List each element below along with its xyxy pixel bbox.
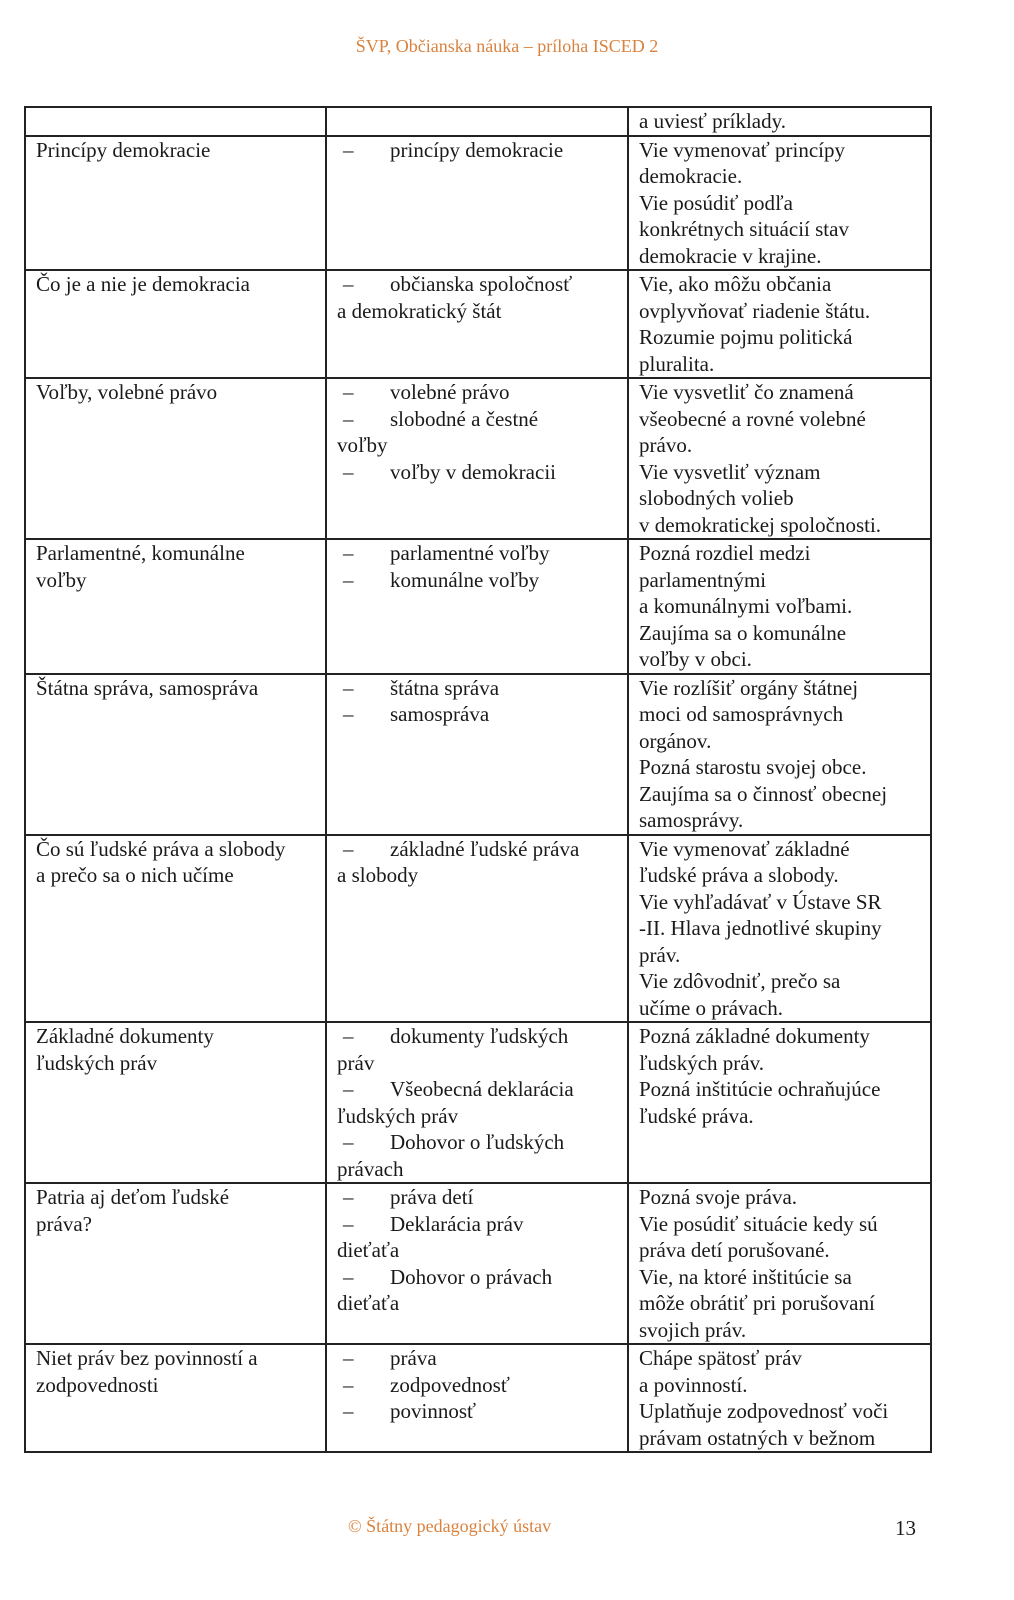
outcome-line: Pozná starostu svojej obce.	[639, 755, 867, 779]
outcome-line: Pozná inštitúcie ochraňujúce	[639, 1077, 881, 1101]
outcome-line: Uplatňuje zodpovednosť voči	[639, 1399, 889, 1423]
outcome-line: Vie vysvetliť význam	[639, 459, 821, 484]
content-item	[337, 675, 619, 702]
content-cell	[326, 378, 628, 539]
outcome-line: a komunálnymi voľbami.	[639, 594, 853, 618]
outcome-line: Pozná svoje práva.	[639, 1185, 798, 1209]
topic-line: Čo je a nie je demokracia	[36, 272, 250, 296]
table-row-continuation	[25, 107, 931, 136]
content-item	[337, 1264, 619, 1317]
content-line: voľby	[337, 433, 388, 457]
outcome-line: ľudské práva a slobody.	[639, 863, 839, 887]
outcome-line: Chápe spätosť práv	[639, 1346, 802, 1370]
content-item	[337, 836, 619, 889]
dash-bullet-icon: –	[343, 675, 354, 700]
content-line: parlamentné voľby	[390, 541, 550, 565]
topic-cell	[25, 674, 326, 835]
content-line: princípy demokracie	[390, 137, 564, 162]
outcome-line: konkrétnych situácií stav	[639, 217, 849, 241]
outcome-cell	[628, 270, 931, 378]
topic-line: Čo sú ľudské práva a slobody	[36, 836, 286, 861]
content-cell	[326, 1022, 628, 1183]
dash-bullet-icon: –	[343, 406, 354, 431]
outcome-line: Rozumie pojmu politická	[639, 325, 853, 349]
outcome-line: práva detí porušované.	[639, 1238, 830, 1262]
dash-bullet-icon: –	[343, 1024, 354, 1048]
outcome-line: ovplyvňovať riadenie štátu.	[639, 298, 871, 323]
topic-cell	[25, 1183, 326, 1344]
outcome-line: právo.	[639, 433, 693, 457]
outcome-line: učíme o právach.	[639, 995, 784, 1020]
outcome-line: a povinností.	[639, 1372, 748, 1397]
outcome-cell	[628, 1022, 931, 1183]
topic-line: Štátna správa, samospráva	[36, 675, 259, 700]
topic-line: Princípy demokracie	[36, 137, 211, 162]
table-row	[25, 539, 931, 674]
content-item	[337, 406, 619, 459]
content-line: povinnosť	[390, 1399, 476, 1423]
content-line: práva	[390, 1346, 437, 1370]
outcome-line: Vie vysvetliť čo znamená	[639, 380, 854, 404]
table-row	[25, 1344, 931, 1452]
outcome-line: demokracie v krajine.	[639, 243, 822, 268]
topic-line: Základné dokumenty	[36, 1024, 214, 1048]
content-line: právach	[337, 1156, 404, 1181]
content-line: práv	[337, 1050, 375, 1075]
outcome-line: parlamentnými	[639, 567, 767, 592]
topic-cell	[25, 1344, 326, 1452]
dash-bullet-icon: –	[343, 272, 354, 296]
content-item	[337, 701, 619, 728]
content-item	[337, 1345, 619, 1372]
content-line: voľby v demokracii	[390, 459, 556, 484]
topic-cell	[25, 136, 326, 271]
outcome-line: Zaujíma sa o činnosť obecnej	[639, 781, 888, 806]
dash-bullet-icon: –	[343, 1264, 354, 1289]
outcome-cell	[628, 1183, 931, 1344]
content-line: dokumenty ľudských	[390, 1024, 569, 1048]
table-row	[25, 674, 931, 835]
outcome-line: slobodných volieb	[639, 486, 794, 510]
footer-copyright: © Štátny pedagogický ústav	[348, 1516, 552, 1536]
dash-bullet-icon: –	[343, 567, 354, 592]
dash-bullet-icon: –	[343, 137, 354, 162]
topic-line: ľudských práv	[36, 1050, 158, 1075]
topic-cell	[25, 835, 326, 1023]
outcome-line: Pozná rozdiel medzi	[639, 541, 811, 565]
outcome-line: v demokratickej spoločnosti.	[639, 512, 882, 537]
dash-bullet-icon: –	[343, 1130, 354, 1154]
topic-line: a prečo sa o nich učíme	[36, 863, 234, 887]
topic-line: voľby	[36, 567, 87, 592]
outcome-line: Vie vymenovať princípy	[639, 137, 845, 162]
content-item	[337, 1076, 619, 1129]
content-item	[337, 1398, 619, 1425]
table-row	[25, 1183, 931, 1344]
topic-cell	[25, 539, 326, 674]
table-row	[25, 378, 931, 539]
dash-bullet-icon: –	[343, 380, 354, 404]
outcome-line: Vie rozlíšiť orgány štátnej	[639, 675, 859, 700]
dash-bullet-icon: –	[343, 541, 354, 565]
outcome-line: Vie vymenovať základné	[639, 836, 850, 861]
content-line: dieťaťa	[337, 1238, 400, 1262]
content-line: Dohovor o ľudských	[390, 1130, 565, 1154]
outcome-line: samosprávy.	[639, 808, 744, 832]
dash-bullet-icon: –	[343, 1399, 354, 1423]
outcome-cell	[628, 1344, 931, 1452]
page-number: 13	[895, 1516, 916, 1540]
content-item	[337, 1129, 619, 1182]
dash-bullet-icon: –	[343, 836, 354, 861]
outcome-line: práv.	[639, 942, 681, 967]
content-line: základné ľudské práva	[390, 836, 580, 861]
content-line: ľudských práv	[337, 1103, 459, 1128]
content-item	[337, 1372, 619, 1399]
outcome-cell	[628, 835, 931, 1023]
outcome-line: -II. Hlava jednotlivé skupiny	[639, 916, 882, 940]
content-line: Dohovor o právach	[390, 1264, 553, 1289]
content-item	[337, 1023, 619, 1076]
dash-bullet-icon: –	[343, 1346, 354, 1370]
outcome-line: Pozná základné dokumenty	[639, 1024, 870, 1048]
outcome-line: môže obrátiť pri porušovaní	[639, 1291, 875, 1315]
content-cell	[326, 539, 628, 674]
outcome-line: Vie posúdiť podľa	[639, 190, 793, 215]
content-line: štátna správa	[390, 675, 500, 700]
content-item	[337, 567, 619, 594]
content-cell	[326, 136, 628, 271]
content-line: dieťaťa	[337, 1291, 400, 1315]
content-line: Všeobecná deklarácia	[390, 1077, 574, 1101]
content-item	[337, 540, 619, 567]
topic-line: Niet práv bez povinností a	[36, 1346, 258, 1370]
content-line: a slobody	[337, 863, 419, 887]
content-line: volebné právo	[390, 380, 510, 404]
topic-cell	[25, 270, 326, 378]
dash-bullet-icon: –	[343, 1077, 354, 1101]
topic-line: zodpovednosti	[36, 1372, 159, 1397]
table-row	[25, 270, 931, 378]
content-line: práva detí	[390, 1185, 474, 1209]
topic-cell	[25, 1022, 326, 1183]
topic-line: Voľby, volebné právo	[36, 380, 218, 404]
content-line: slobodné a čestné	[390, 406, 539, 431]
outcome-cell	[628, 539, 931, 674]
dash-bullet-icon: –	[343, 1211, 354, 1236]
outcome-line: právam ostatných v bežnom	[639, 1425, 876, 1450]
outcome-cell	[628, 674, 931, 835]
outcome-line: Vie, ako môžu občania	[639, 272, 832, 296]
outcome-cell	[628, 378, 931, 539]
outcome-line: ľudské práva.	[639, 1103, 754, 1128]
outcome-line: pluralita.	[639, 351, 715, 376]
outcome-line: svojich práv.	[639, 1317, 747, 1342]
content-line: občianska spoločnosť	[390, 272, 573, 296]
dash-bullet-icon: –	[343, 459, 354, 484]
dash-bullet-icon: –	[343, 702, 354, 726]
outcome-line: Vie posúdiť situácie kedy sú	[639, 1211, 878, 1236]
outcome-line: všeobecné a rovné volebné	[639, 406, 866, 431]
dash-bullet-icon: –	[343, 1185, 354, 1209]
table-row	[25, 835, 931, 1023]
topic-line: Parlamentné, komunálne	[36, 541, 245, 565]
outcome-line: orgánov.	[639, 728, 712, 753]
outcome-cell: a uviesť príklady.	[628, 107, 931, 136]
content-item	[337, 137, 619, 164]
table-row	[25, 136, 931, 271]
content-cell	[326, 1344, 628, 1452]
content-item	[337, 459, 619, 486]
outcome-cell	[628, 136, 931, 271]
topic-line: práva?	[36, 1211, 92, 1236]
content-cell	[326, 674, 628, 835]
table-row	[25, 1022, 931, 1183]
page-header: ŠVP, Občianska náuka – príloha ISCED 2	[355, 36, 659, 56]
content-cell	[326, 835, 628, 1023]
outcome-line: Vie zdôvodniť, prečo sa	[639, 969, 841, 993]
content-line: samospráva	[390, 702, 490, 726]
content-line: a demokratický štát	[337, 298, 502, 323]
content-line: zodpovednosť	[390, 1372, 510, 1397]
topic-line: Patria aj deťom ľudské	[36, 1185, 230, 1209]
outcome-line: Vie, na ktoré inštitúcie sa	[639, 1264, 852, 1289]
content-line: Deklarácia práv	[390, 1211, 524, 1236]
dash-bullet-icon: –	[343, 1372, 354, 1397]
content-cell	[326, 107, 628, 136]
topic-cell	[25, 107, 326, 136]
outcome-line: Zaujíma sa o komunálne	[639, 620, 847, 645]
content-cell	[326, 270, 628, 378]
content-item	[337, 271, 619, 324]
outcome-line: demokracie.	[639, 164, 743, 188]
outcome-line: ľudských práv.	[639, 1050, 764, 1075]
content-cell	[326, 1183, 628, 1344]
content-item	[337, 1184, 619, 1211]
content-item	[337, 379, 619, 406]
topic-cell	[25, 378, 326, 539]
outcome-line: voľby v obci.	[639, 647, 752, 671]
outcome-line: Vie vyhľadávať v Ústave SR	[639, 889, 882, 914]
content-item	[337, 1211, 619, 1264]
outcome-line: moci od samosprávnych	[639, 702, 844, 726]
content-line: komunálne voľby	[390, 567, 540, 592]
curriculum-table	[24, 106, 932, 1453]
